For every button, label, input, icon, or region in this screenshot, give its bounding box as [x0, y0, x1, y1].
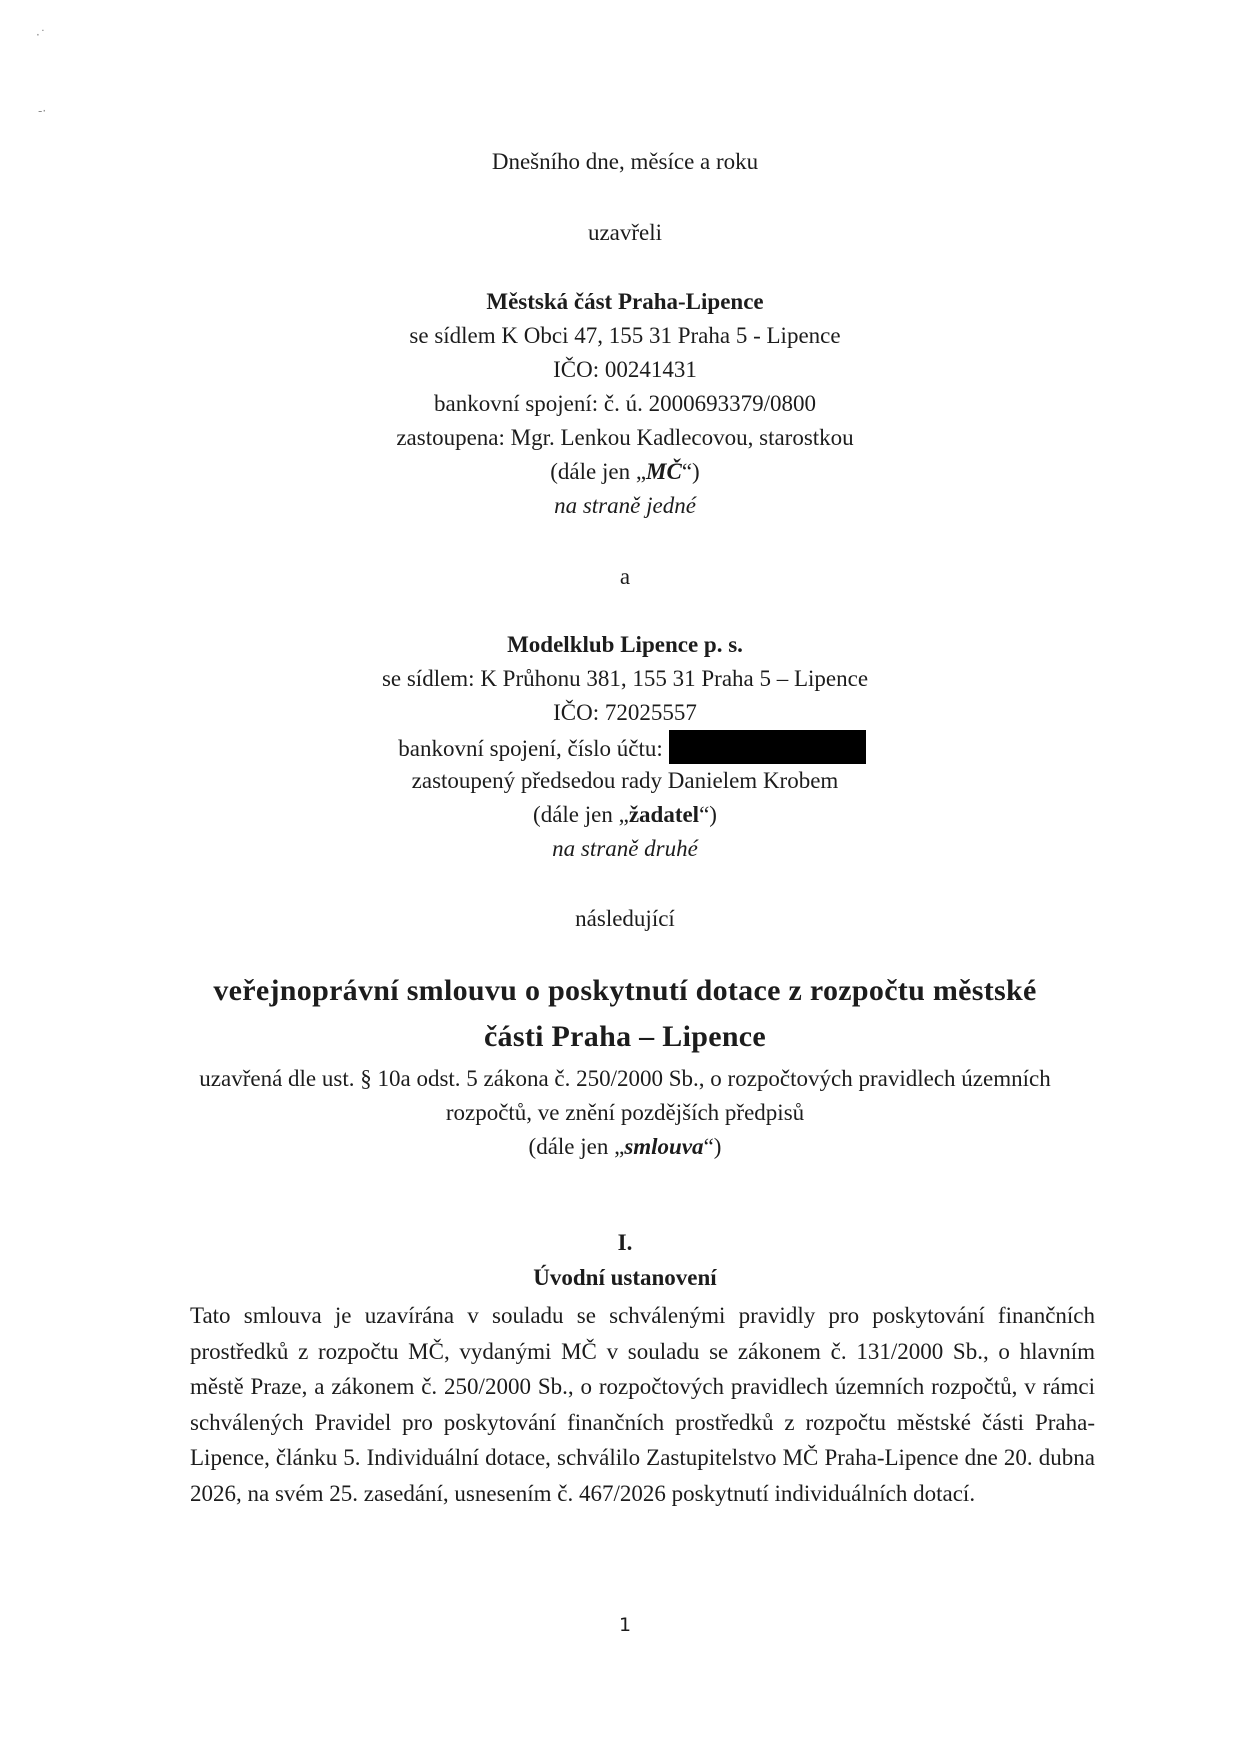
scan-artifact: -· [38, 104, 47, 118]
party1-seat: se sídlem K Obci 47, 155 31 Praha 5 - Lipence [409, 323, 841, 348]
alias-term: MČ [646, 459, 682, 484]
party2-side: na straně druhé [552, 836, 698, 861]
alias-suffix: “) [703, 1134, 722, 1159]
alias-suffix: “) [699, 802, 717, 827]
alias-suffix: “) [681, 459, 700, 484]
party1-name: Městská část Praha-Lipence [486, 289, 764, 314]
date-line: Dnešního dne, měsíce a roku [491, 149, 759, 174]
legal-basis-line1: uzavřená dle ust. § 10a odst. 5 zákona č. 250/2000 Sb., o rozpočtových pravidlech územních [199, 1066, 1051, 1091]
section-paragraph: Tato smlouva je uzavírána v souladu se schválenými pravidly pro poskytování finančních prostředků z rozpočtu MČ, vydanými MČ v souladu se zákonem č. 131/2000 Sb., o hlavním městě Praze, a zákonem č. 250/2000 Sb., o rozpočtových pravidlech územních rozpočtů, v rámci schválených Pravidel pro poskytování finančních prostředků z rozpočtu městské části Praha-Lipence, článku 5. Individuální dotace, schválilo Zastupitelstvo MČ Praha-Lipence dne 20. dubna 2026, na svém 25. zasedání, usnesením č. 467/2026 poskytnutí individuálních dotací. [190, 1303, 1095, 1506]
alias-prefix: (dále jen „ [528, 1134, 625, 1159]
alias-prefix: (dále jen „ [550, 459, 647, 484]
section-title: Úvodní ustanovení [533, 1265, 717, 1290]
following-line: následující [575, 906, 675, 931]
section-number: I. [617, 1230, 633, 1255]
alias-prefix: (dále jen „ [533, 802, 629, 827]
scan-artifact: ·˙ [36, 28, 46, 42]
party2-represented: zastoupený předsedou rady Danielem Krobem [411, 768, 839, 793]
party1-bank: bankovní spojení: č. ú. 2000693379/0800 [433, 391, 817, 416]
concluded-line: uzavřeli [587, 220, 663, 245]
alias-term: žadatel [628, 802, 700, 827]
party2-alias [0, 798, 1250, 832]
party1-ico: IČO: 00241431 [553, 357, 697, 382]
conjunction-and: a [619, 564, 631, 589]
party1-side: na straně jedné [554, 493, 696, 518]
contract-title-line1: veřejnoprávní smlouvu o poskytnutí dotace z rozpočtu městské [213, 974, 1037, 1007]
page-number: 1 [618, 1614, 632, 1636]
legal-basis-line2: rozpočtů, ve znění pozdějších předpisů [445, 1100, 805, 1125]
party2-seat: se sídlem: K Průhonu 381, 155 31 Praha 5 – Lipence [381, 666, 869, 691]
party1-alias [0, 455, 1250, 489]
party1-represented: zastoupena: Mgr. Lenkou Kadlecovou, starostkou [396, 425, 854, 450]
party2-bank [7, 730, 1250, 766]
redacted-account-number [669, 730, 866, 764]
alias-term: smlouva [624, 1134, 704, 1159]
contract-title-line2: části Praha – Lipence [483, 1020, 767, 1053]
party2-name: Modelklub Lipence p. s. [507, 632, 743, 657]
party2-ico: IČO: 72025557 [553, 700, 697, 725]
bank-label: bankovní spojení, číslo účtu: [398, 736, 663, 761]
contract-alias [0, 1130, 1250, 1164]
